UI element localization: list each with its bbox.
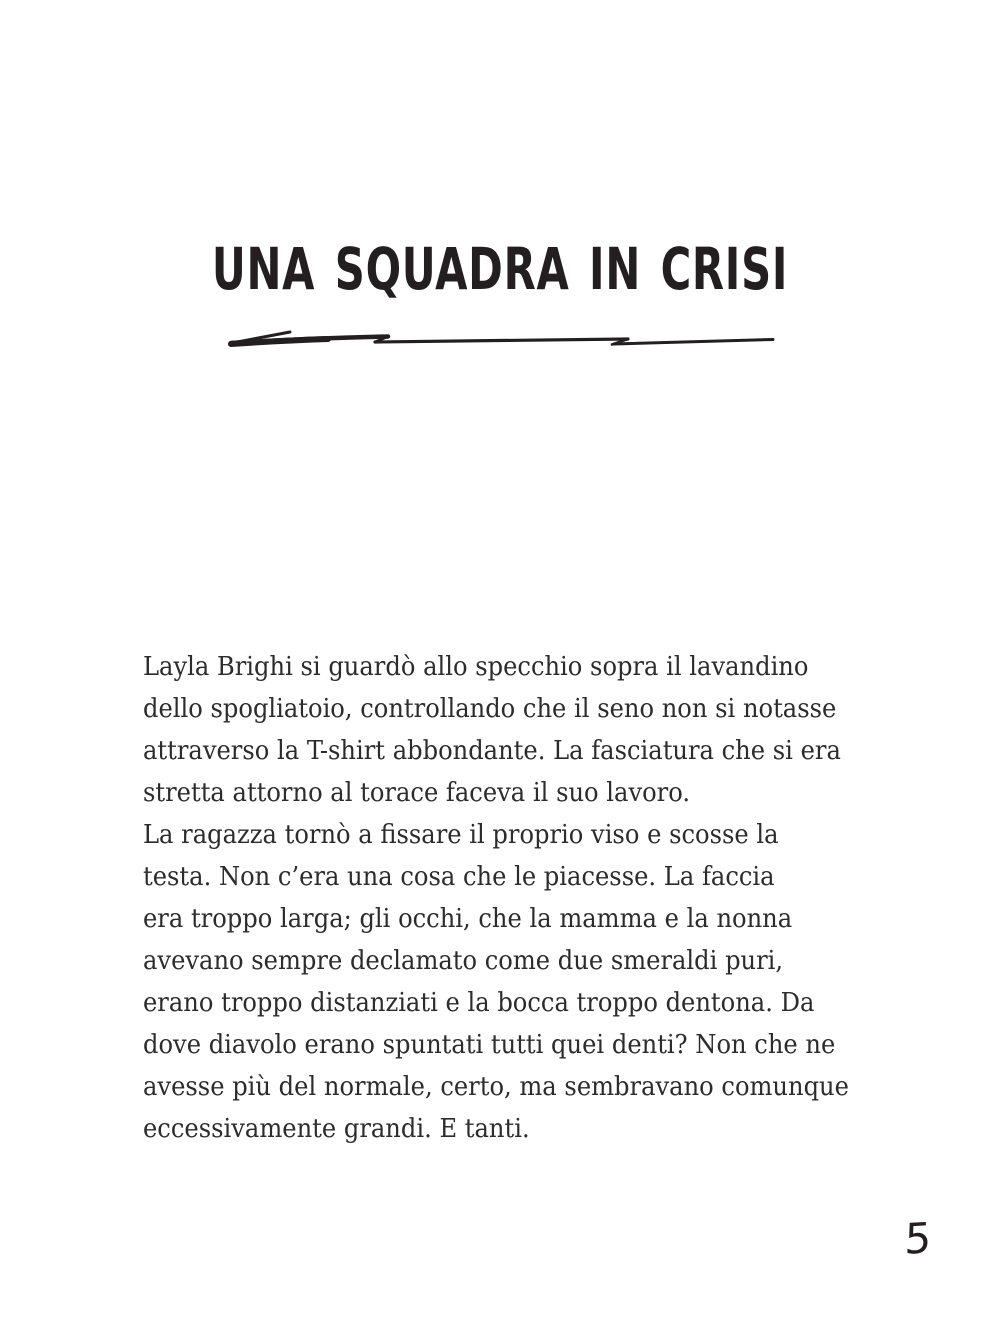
page-number: 5 <box>903 1213 933 1264</box>
body-line: era troppo larga; gli occhi, che la mamma e la nonna <box>143 904 793 934</box>
title-underline-stroke-icon <box>228 327 776 351</box>
body-line: eccessivamente grandi. E tanti. <box>143 1114 530 1144</box>
body-line: Layla Brighi si guardò allo specchio sopra il lavandino <box>143 652 809 682</box>
body-line: stretta attorno al torace faceva il suo lavoro. <box>143 778 691 808</box>
body-line: erano troppo distanziati e la bocca troppo dentona. Da <box>143 988 815 1018</box>
chapter-body-text <box>143 646 868 1150</box>
body-line: avevano sempre declamato come due smeraldi puri, <box>143 946 784 976</box>
body-line: testa. Non c’era una cosa che le piacesse. La faccia <box>143 862 775 892</box>
body-line: La ragazza tornò a fissare il proprio viso e scosse la <box>143 820 779 850</box>
body-line: avesse più del normale, certo, ma sembravano comunque <box>143 1072 849 1102</box>
body-line: dello spogliatoio, controllando che il seno non si notasse <box>143 694 837 724</box>
chapter-title: UNA SQUADRA IN CRISI <box>211 235 789 303</box>
body-line: dove diavolo erano spuntati tutti quei denti? Non che ne <box>143 1030 836 1060</box>
body-line: attraverso la T-shirt abbondante. La fasciatura che si era <box>143 736 841 766</box>
